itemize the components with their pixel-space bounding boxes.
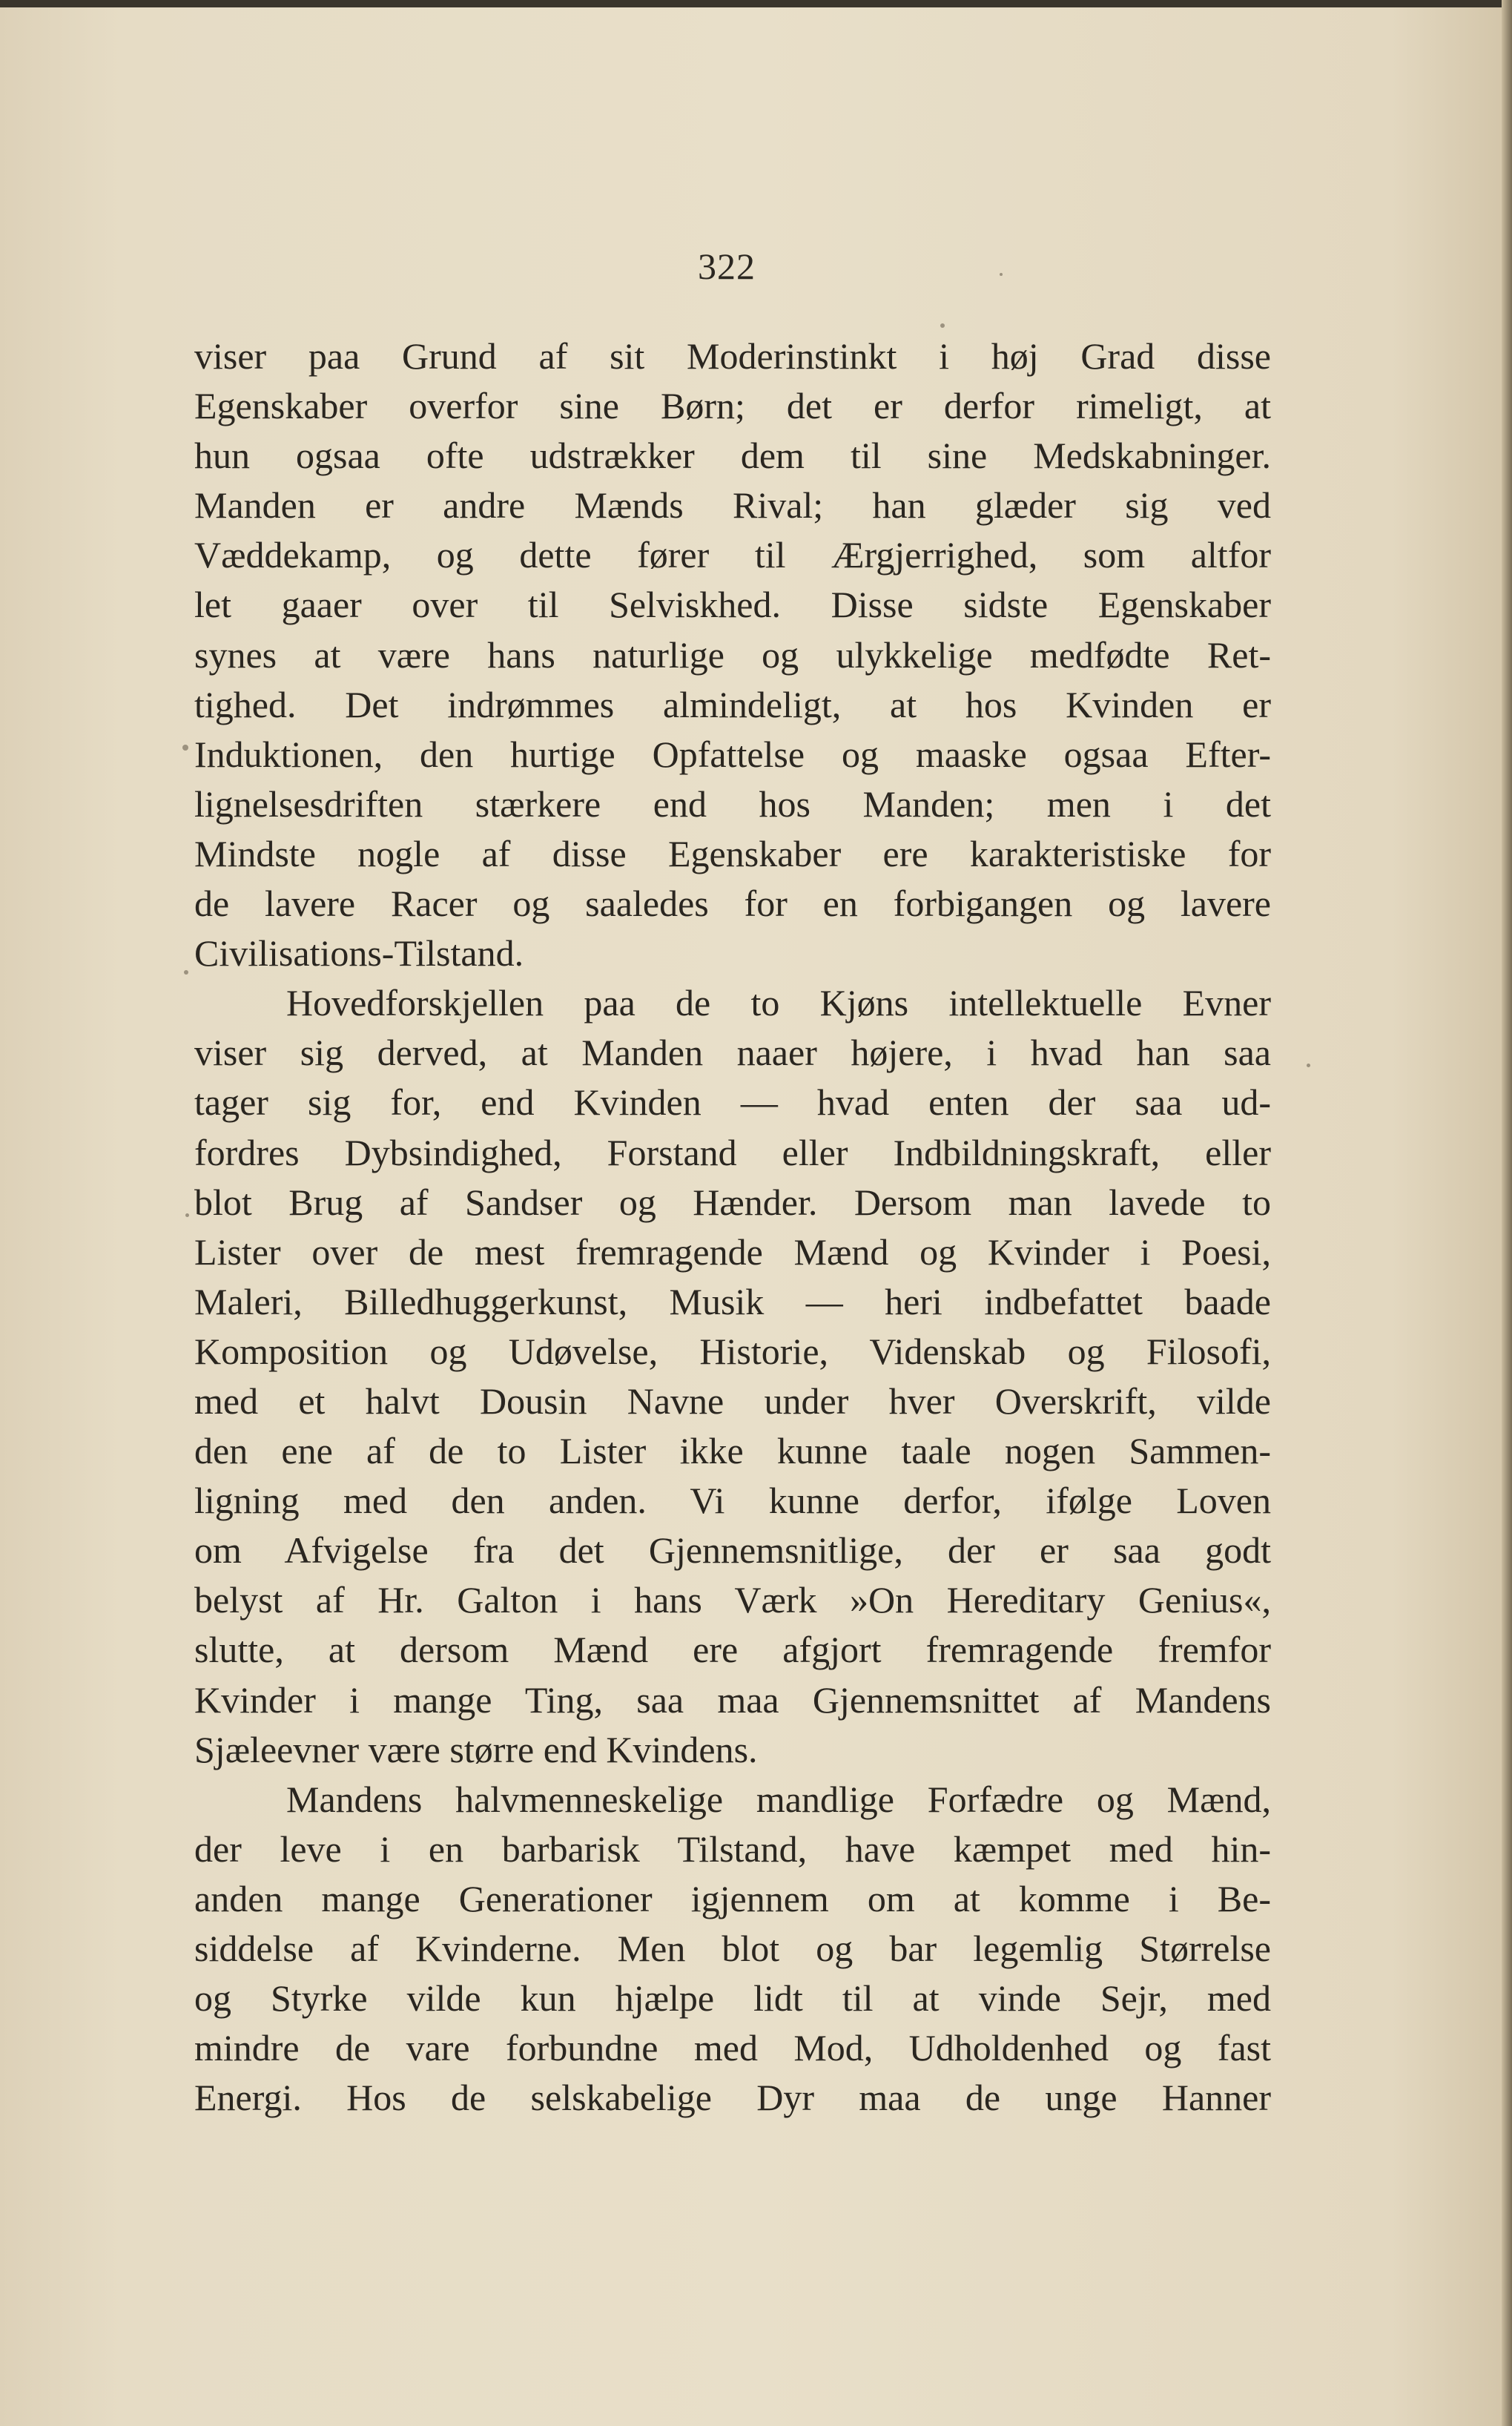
text-line: Sjæleevner være større end Kvindens. xyxy=(194,1728,758,1770)
body-text xyxy=(194,332,1271,2123)
paragraph xyxy=(194,978,1271,1775)
text-line: om Afvigelse fra det Gjennemsnitlige, der er saa godt xyxy=(194,1529,1271,1572)
paragraph xyxy=(194,332,1271,978)
paper-speck xyxy=(185,1213,189,1217)
paper-speck xyxy=(182,745,188,751)
text-line: Kvinder i mange Ting, saa maa Gjennemsnittet af Mandens xyxy=(194,1678,1271,1721)
text-line: siddelse af Kvinderne. Men blot og bar legemlig Størrelse xyxy=(194,1928,1271,1969)
paragraph xyxy=(194,1775,1271,2123)
text-line: tager sig for, end Kvinden — hvad enten der saa ud- xyxy=(194,1081,1271,1124)
text-line: Lister over de mest fremragende Mænd og Kvinder i Poesi, xyxy=(194,1230,1271,1273)
text-line: der leve i en barbarisk Tilstand, have kæmpet med hin- xyxy=(194,1827,1271,1870)
text-line: Civilisations-Tilstand. xyxy=(194,932,524,975)
text-line: let gaaer over til Selviskhed. Disse sidste Egenskaber xyxy=(194,584,1271,626)
text-line: den ene af de to Lister ikke kunne taale nogen Sammen- xyxy=(194,1430,1271,1472)
text-line: Manden er andre Mænds Rival; han glæder sig ved xyxy=(194,484,1271,527)
text-line: ligning med den anden. Vi kunne derfor, ifølge Loven xyxy=(194,1480,1271,1522)
text-line: synes at være hans naturlige og ulykkelige medfødte Ret- xyxy=(194,633,1271,676)
text-line: viser paa Grund af sit Moderinstinkt i høj Grad disse xyxy=(194,335,1271,377)
text-line: Mandens halvmenneskelige mandlige Forfædre og Mænd, xyxy=(286,1778,1271,1820)
text-line: med et halvt Dousin Navne under hver Overskrift, vilde xyxy=(194,1380,1271,1422)
text-line: blot Brug af Sandser og Hænder. Dersom man lavede to xyxy=(194,1181,1271,1223)
text-line: Hovedforskjellen paa de to Kjøns intellektuelle Evner xyxy=(286,982,1271,1024)
text-line: de lavere Racer og saaledes for en forbigangen og lavere xyxy=(194,883,1271,925)
text-line: Komposition og Udøvelse, Historie, Videnskab og Filosofi, xyxy=(194,1330,1271,1372)
text-line: slutte, at dersom Mænd ere afgjort fremragende fremfor xyxy=(194,1629,1271,1671)
text-line: Væddekamp, og dette fører til Ærgjerrighed, som altfor xyxy=(194,534,1271,576)
text-line: lignelsesdriften stærkere end hos Manden; men i det xyxy=(194,782,1271,825)
text-line: mindre de vare forbundne med Mod, Udholdenhed og fast xyxy=(194,2027,1271,2069)
text-line: belyst af Hr. Galton i hans Værk »On Hereditary Genius«, xyxy=(194,1579,1271,1621)
paper-speck xyxy=(184,970,188,975)
text-line: fordres Dybsindighed, Forstand eller Indbildningskraft, eller xyxy=(194,1131,1271,1173)
text-line: hun ogsaa ofte udstrækker dem til sine Medskabninger. xyxy=(194,435,1271,477)
text-line: Induktionen, den hurtige Opfattelse og maaske ogsaa Efter- xyxy=(194,733,1271,775)
text-line: Maleri, Billedhuggerkunst, Musik — heri indbefattet baade xyxy=(194,1280,1271,1322)
text-line: Egenskaber overfor sine Børn; det er derfor rimeligt, at xyxy=(194,385,1271,427)
text-line: anden mange Generationer igjennem om at komme i Be- xyxy=(194,1877,1271,1919)
top-edge-shadow xyxy=(0,0,1512,7)
page-edge-shadow xyxy=(1502,0,1512,2426)
text-line: Energi. Hos de selskabelige Dyr maa de unge Hanner xyxy=(194,2077,1271,2119)
text-line: tighed. Det indrømmes almindeligt, at hos Kvinden er xyxy=(194,683,1271,725)
page-number: 322 xyxy=(698,245,756,287)
paper-speck xyxy=(1000,273,1003,276)
text-line: Mindste nogle af disse Egenskaber ere karakteristiske for xyxy=(194,832,1271,874)
text-line: og Styrke vilde kun hjælpe lidt til at vinde Sejr, med xyxy=(194,1977,1271,2020)
text-line: viser sig derved, at Manden naaer højere, i hvad han saa xyxy=(194,1032,1271,1074)
paper-speck xyxy=(1307,1064,1310,1067)
paper-speck xyxy=(940,323,945,328)
